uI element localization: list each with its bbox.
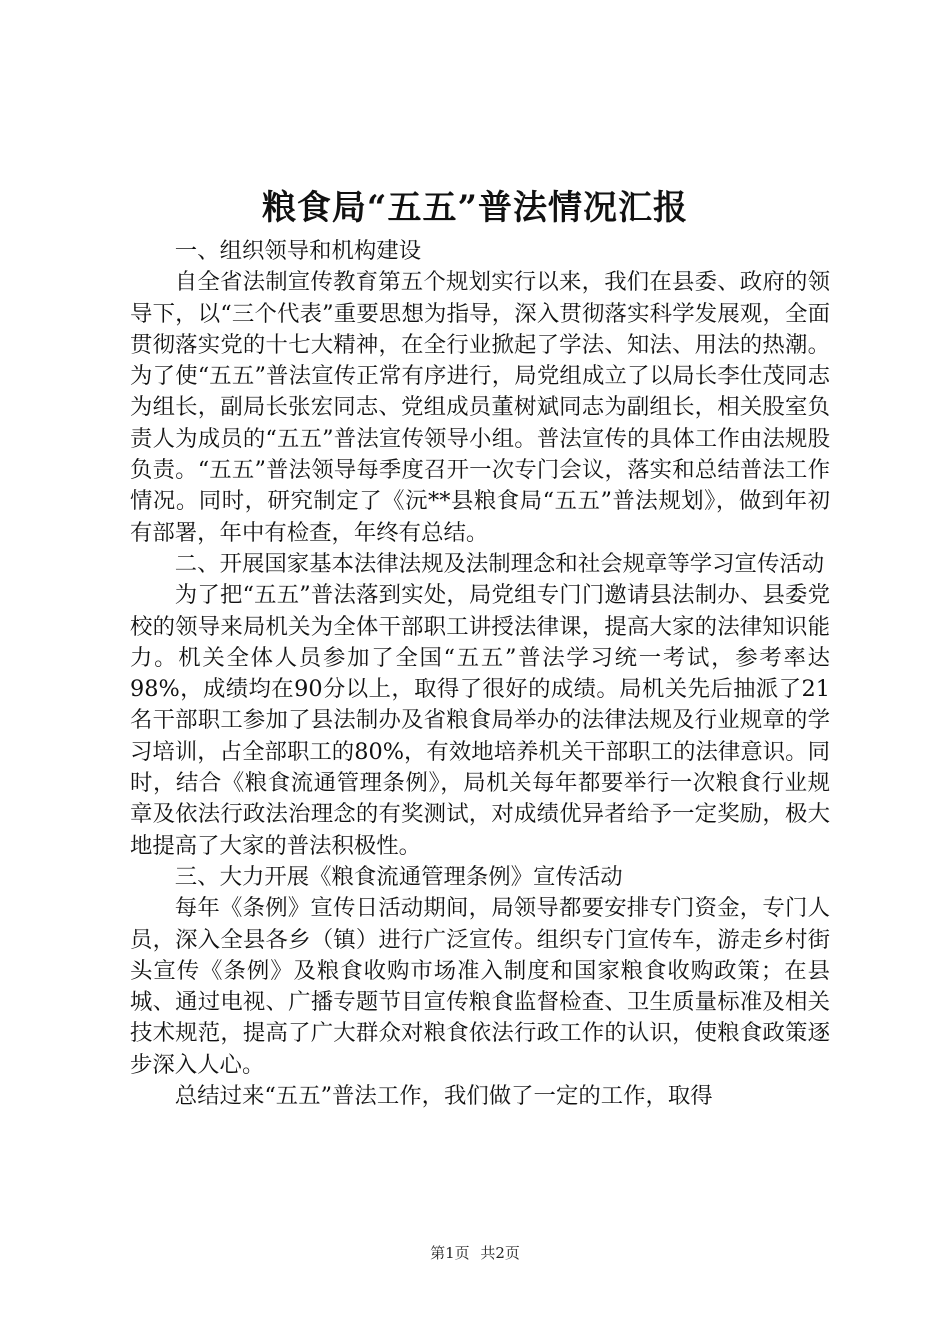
page-total: 共2页: [480, 1244, 520, 1262]
paragraph-4: 总结过来“五五”普法工作，我们做了一定的工作，取得: [174, 1083, 713, 1110]
section-heading-3: 三、大力开展《粮食流通管理条例》宣传活动: [174, 863, 623, 890]
paragraph-3: 每年《条例》宣传日活动期间，局领导都要安排专门资金，专门人员，深入全县各乡（镇）进行广泛宣传。组织专门宣传车，游走乡村街头宣传《条例》及粮食收购市场准入制度和国家粮食收购政策；在县城、通过电视、广播专题节目宣传粮食监督检查、卫生质量标准及相关技术规范，提高了广大群众对粮食依法行政工作的认识，使粮食政策逐步深入人心。: [130, 895, 830, 1078]
page-footer: [0, 1243, 950, 1263]
section-heading-2: 二、开展国家基本法律法规及法制理念和社会规章等学习宣传活动: [174, 550, 825, 577]
section-heading-1: 一、组织领导和机构建设: [174, 238, 422, 264]
document-title: 粮食局“五五”普法情况汇报: [261, 188, 689, 228]
paragraph-1: 自全省法制宣传教育第五个规划实行以来，我们在县委、政府的领导下，以“三个代表”重要思想为指导，深入贯彻落实科学发展观，全面贯彻落实党的十七大精神，在全行业掀起了学法、知法、用法的热潮。为了使“五五”普法宣传正常有序进行，局党组成立了以局长李仕茂同志为组长，副局长张宏同志、党组成员董树斌同志为副组长，相关股室负责人为成员的“五五”普法宣传领导小组。普法宣传的具体工作由法规股负责。“五五”普法领导每季度召开一次专门会议，落实和总结普法工作情况。同时，研究制定了《沅**县粮食局“五五”普法规划》，做到年初有部署，年中有检查，年终有总结。: [130, 269, 830, 546]
document-body: [130, 236, 830, 1112]
paragraph-2: 为了把“五五”普法落到实处，局党组专门门邀请县法制办、县委党校的领导来局机关为全体干部职工讲授法律课，提高大家的法律知识能力。机关全体人员参加了全国“五五”普法学习统一考试，参考率达98%，成绩均在90分以上，取得了很好的成绩。局机关先后抽派了21名干部职工参加了县法制办及省粮食局举办的法律法规及行业规章的学习培训，占全部职工的80%，有效地培养机关干部职工的法律意识。同时，结合《粮食流通管理条例》，局机关每年都要举行一次粮食行业规章及依法行政法治理念的有奖测试，对成绩优异者给予一定奖励，极大地提高了大家的普法积极性。: [130, 582, 830, 859]
page-number: 第1页: [430, 1244, 470, 1262]
